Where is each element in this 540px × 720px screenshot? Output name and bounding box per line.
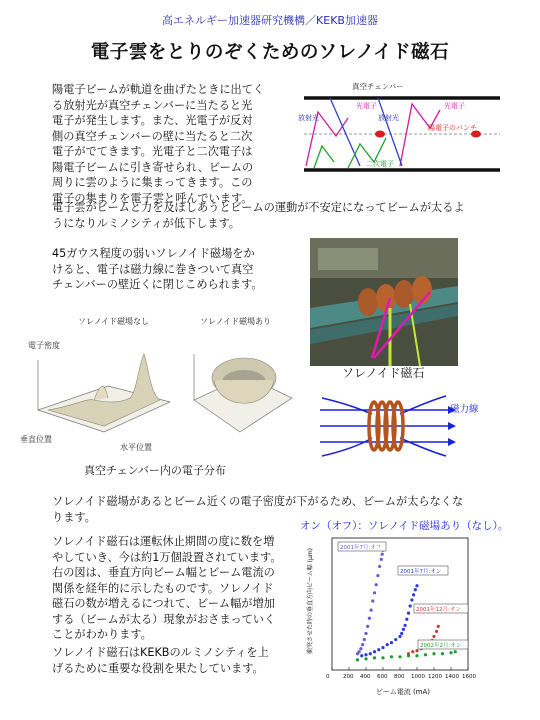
data-point bbox=[394, 638, 397, 641]
data-point bbox=[361, 643, 364, 646]
data-point bbox=[358, 650, 361, 653]
label-radiation-2: 放射光 bbox=[378, 114, 399, 122]
conclusion-line: ソレノイド磁石はKEKBのルミノシティを上 bbox=[52, 646, 269, 659]
chart-title: オン（オフ）：ソレノイド磁場あり（なし）。 bbox=[300, 520, 509, 532]
x-tick-label: 1600 bbox=[462, 674, 476, 680]
result-line: ソレノイド磁場があるとビーム近くの電子密度が下がるため、ビームが太らなくな bbox=[52, 495, 464, 508]
data-point bbox=[400, 632, 403, 635]
beam-width-chart bbox=[302, 534, 474, 698]
installation-line: する（ビームが太る）現象がおさまっていく bbox=[52, 612, 276, 626]
data-point bbox=[414, 588, 417, 591]
data-point bbox=[366, 625, 369, 628]
data-point bbox=[364, 632, 367, 635]
data-point bbox=[402, 628, 405, 631]
field-line-curved bbox=[400, 438, 446, 456]
data-point bbox=[369, 652, 372, 655]
installation-line: 関係を経年的に示したものです。ソレノイド bbox=[52, 581, 274, 595]
field-line-curved bbox=[322, 398, 372, 414]
intro-paragraph bbox=[52, 82, 284, 206]
data-point bbox=[373, 656, 376, 659]
data-point bbox=[404, 624, 407, 627]
arrow-head bbox=[448, 422, 456, 430]
solenoid-diagram bbox=[318, 384, 518, 466]
data-point bbox=[407, 612, 410, 615]
intro-line: 側の真空チェンバーの壁に当たると二次 bbox=[52, 129, 253, 143]
data-point bbox=[412, 593, 415, 596]
conclusion-line: げるために重要な役割を果たしています。 bbox=[52, 661, 264, 675]
data-point bbox=[376, 574, 379, 577]
data-point bbox=[435, 630, 438, 633]
intro-line: 電子がでてきます。光電子と二次電子は bbox=[52, 145, 253, 158]
data-point bbox=[432, 635, 435, 638]
data-point bbox=[359, 647, 362, 650]
data-point bbox=[409, 604, 412, 607]
x-tick-label: 1200 bbox=[428, 674, 442, 680]
intro-line: 電子が発生します。また、光電子が反対 bbox=[52, 114, 253, 127]
x-tick-label: 1000 bbox=[411, 674, 425, 680]
data-point bbox=[360, 654, 363, 657]
density-plot-off bbox=[34, 340, 174, 440]
data-point bbox=[390, 641, 393, 644]
data-point bbox=[378, 565, 381, 568]
x-tick-label: 1400 bbox=[445, 674, 459, 680]
conclusion-paragraph bbox=[52, 645, 300, 676]
data-point bbox=[415, 654, 418, 657]
solenoid-paragraph bbox=[52, 246, 292, 293]
page-title: 電子雲をとりのぞくためのソレノイド磁石 bbox=[90, 42, 450, 63]
effect-line: 電子雲がビームと力を及ぼしあうとビームの運動が不安定になってビームが太るよ bbox=[52, 201, 465, 214]
data-point bbox=[386, 643, 389, 646]
data-point bbox=[363, 638, 366, 641]
org-header: 高エネルギー加速器研究機構／KEKB加速器 bbox=[162, 14, 378, 27]
installation-line: ことがわかります。 bbox=[52, 628, 152, 641]
spacer bbox=[430, 398, 448, 406]
positron-bunch-marker bbox=[375, 131, 385, 138]
secondary-electron-path bbox=[314, 146, 334, 168]
data-point bbox=[411, 650, 414, 653]
data-point bbox=[398, 635, 401, 638]
label-bunch: 陽電子のバンチ bbox=[428, 124, 477, 132]
data-point bbox=[381, 656, 384, 659]
solenoid-label: ソレノイド磁石 bbox=[342, 366, 425, 380]
data-point bbox=[377, 648, 380, 651]
label-field-off: ソレノイド磁場なし bbox=[78, 317, 149, 326]
x-tick-label: 600 bbox=[377, 674, 388, 680]
axis-density: 電子密度 bbox=[28, 341, 60, 350]
legend-label: 2001年12月:オン bbox=[416, 607, 461, 613]
intro-line: る放射光が真空チェンバーに当たると光 bbox=[52, 98, 253, 112]
chamber-title: 真空チェンバー bbox=[352, 82, 404, 91]
density-plot-on bbox=[188, 340, 298, 440]
installation-line: 磁石の数が増えるにつれて、ビーム幅が増加 bbox=[52, 597, 275, 610]
data-point bbox=[370, 608, 373, 611]
label-photoelectron: 光電子 bbox=[356, 102, 377, 110]
data-point bbox=[373, 650, 376, 653]
data-point bbox=[415, 584, 418, 587]
data-point bbox=[375, 583, 378, 586]
data-point bbox=[368, 617, 371, 620]
legend-label: 2001年7月:オン bbox=[400, 569, 442, 575]
density-caption: 真空チェンバー内の電子分布 bbox=[84, 464, 226, 477]
data-point bbox=[449, 651, 452, 654]
data-point bbox=[381, 646, 384, 649]
label-photoelectron-2: 光電子 bbox=[444, 102, 465, 110]
intro-line: 電子の集まりを電子雲と呼んでいます。 bbox=[52, 191, 253, 205]
effect-paragraph bbox=[52, 200, 502, 231]
x-tick-label: 200 bbox=[343, 674, 354, 680]
intro-line: 陽電子ビームが軌道を曲げたときに出てく bbox=[52, 83, 265, 96]
solenoid-line: 45ガウス程度の弱いソレノイド磁場をか bbox=[52, 247, 255, 260]
chamber-diagram bbox=[290, 78, 510, 188]
data-point bbox=[454, 650, 457, 653]
data-point bbox=[381, 553, 384, 556]
data-point bbox=[407, 654, 410, 657]
legend-label: 2001年7月:オフ bbox=[340, 545, 382, 551]
data-point bbox=[398, 655, 401, 658]
installation-paragraph bbox=[52, 534, 300, 643]
solenoid-line: チェンバーの壁近くに閉じこめられます。 bbox=[52, 278, 263, 291]
label-secondary: 二次電子 bbox=[366, 160, 394, 168]
legend-label: 2002年2月:オン bbox=[420, 643, 462, 649]
x-axis-label: ビーム電流 (mA) bbox=[376, 688, 431, 696]
x-tick-label: 800 bbox=[394, 674, 405, 680]
data-point bbox=[356, 658, 359, 661]
result-line: ります。 bbox=[52, 510, 96, 524]
x-tick-label: 0 bbox=[326, 674, 330, 680]
data-point bbox=[410, 598, 413, 601]
label-radiation: 放射光 bbox=[298, 114, 319, 122]
axis-vertical: 垂直位置 bbox=[20, 435, 52, 444]
axis-horizontal: 水平位置 bbox=[120, 443, 152, 452]
installation-line: やしていき、今は約1万個設置されています。 bbox=[52, 550, 282, 564]
data-point bbox=[437, 625, 440, 628]
data-point bbox=[380, 558, 383, 561]
installation-line: 右の図は、垂直方向ビーム幅とビーム電流の bbox=[52, 566, 275, 579]
x-tick-label: 400 bbox=[360, 674, 371, 680]
data-point bbox=[441, 652, 444, 655]
data-point bbox=[432, 652, 435, 655]
label-field-on: ソレノイド磁場あり bbox=[200, 317, 271, 326]
y-axis-label: 衝突させた時の垂直方向ビーム幅 (μm) bbox=[307, 547, 314, 654]
data-point bbox=[373, 591, 376, 594]
field-line-curved bbox=[322, 438, 372, 456]
photoelectron-path bbox=[400, 104, 440, 166]
pointer-arrows bbox=[300, 290, 460, 370]
data-point bbox=[371, 599, 374, 602]
data-point bbox=[405, 618, 408, 621]
photo-magnet-housing bbox=[318, 248, 378, 270]
data-point bbox=[415, 649, 418, 652]
data-point bbox=[364, 653, 367, 656]
field-line-curved bbox=[400, 396, 446, 414]
effect-line: うになりルミノシティが低下します。 bbox=[52, 216, 240, 230]
data-point bbox=[364, 657, 367, 660]
field-label: 磁力線 bbox=[450, 404, 479, 415]
intro-line: 周りに雲のように集まってきます。この bbox=[52, 176, 253, 189]
data-point bbox=[424, 653, 427, 656]
intro-line: 陽電子ビームに引き寄せられ、ビームの bbox=[52, 160, 254, 174]
arrow-head bbox=[448, 438, 456, 446]
data-point bbox=[390, 655, 393, 658]
installation-line: ソレノイド磁石は運転休止期間の度に数を増 bbox=[52, 535, 275, 548]
solenoid-line: けると、電子は磁力線に巻きついて真空 bbox=[52, 262, 254, 276]
